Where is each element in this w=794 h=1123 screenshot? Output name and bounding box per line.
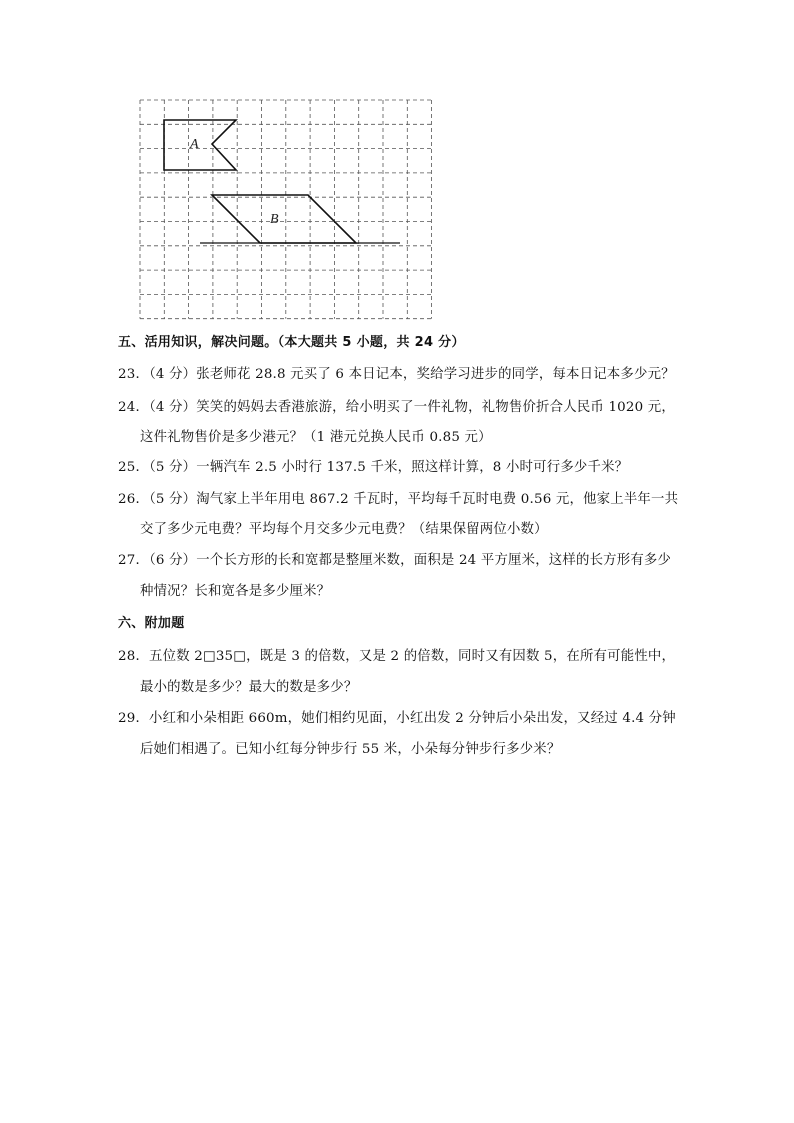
shape-a [164,120,236,170]
question-29-line2: 后她们相遇了。已知小红每分钟步行 55 米，小朵每分钟步行多少米？ [140,742,561,757]
question-28-line1: 28．五位数 2□35□，既是 3 的倍数，又是 2 的倍数，同时又有因数 5，在所有可能性中， [118,649,676,664]
question-29-line1: 29．小红和小朵相距 660m，她们相约见面，小红出发 2 分钟后小朵出发，又经过 4.4 分钟 [118,711,676,726]
question-26-line2: 交了多少元电费？平均每个月交多少元电费？（结果保留两位小数） [140,522,548,537]
dashed-grid [140,100,432,319]
grid-figure [138,98,434,322]
question-25: 25．（5 分）一辆汽车 2.5 小时行 137.5 千米，照这样计算，8 小时可行多少千米？ [118,460,629,475]
question-28-line2: 最小的数是多少？最大的数是多少？ [140,680,358,695]
question-26-line1: 26．（5 分）淘气家上半年用电 867.2 千瓦时，平均每千瓦时电费 0.56 元，他家上半年一共 [118,492,679,507]
question-27-line2: 种情况？长和宽各是多少厘米？ [140,584,331,599]
question-23: 23．（4 分）张老师花 28.8 元买了 6 本日记本，奖给学习进步的同学，每本日记本多少元？ [118,367,675,382]
label-a: A [190,137,199,152]
question-27-line1: 27．（6 分）一个长方形的长和宽都是整厘米数，面积是 24 平方厘米，这样的长方形有多少 [118,553,672,568]
label-b: B [270,212,279,227]
section6-heading: 六、附加题 [118,616,185,631]
section5-heading: 五、活用知识，解决问题。（本大题共 5 小题，共 24 分） [118,335,465,350]
question-24-line2: 这件礼物售价是多少港元？（1 港元兑换人民币 0.85 元） [140,430,492,445]
question-24-line1: 24．（4 分）笑笑的妈妈去香港旅游，给小明买了一件礼物，礼物售价折合人民币 1020 元， [118,400,675,415]
grid-figure-svg [138,98,434,322]
